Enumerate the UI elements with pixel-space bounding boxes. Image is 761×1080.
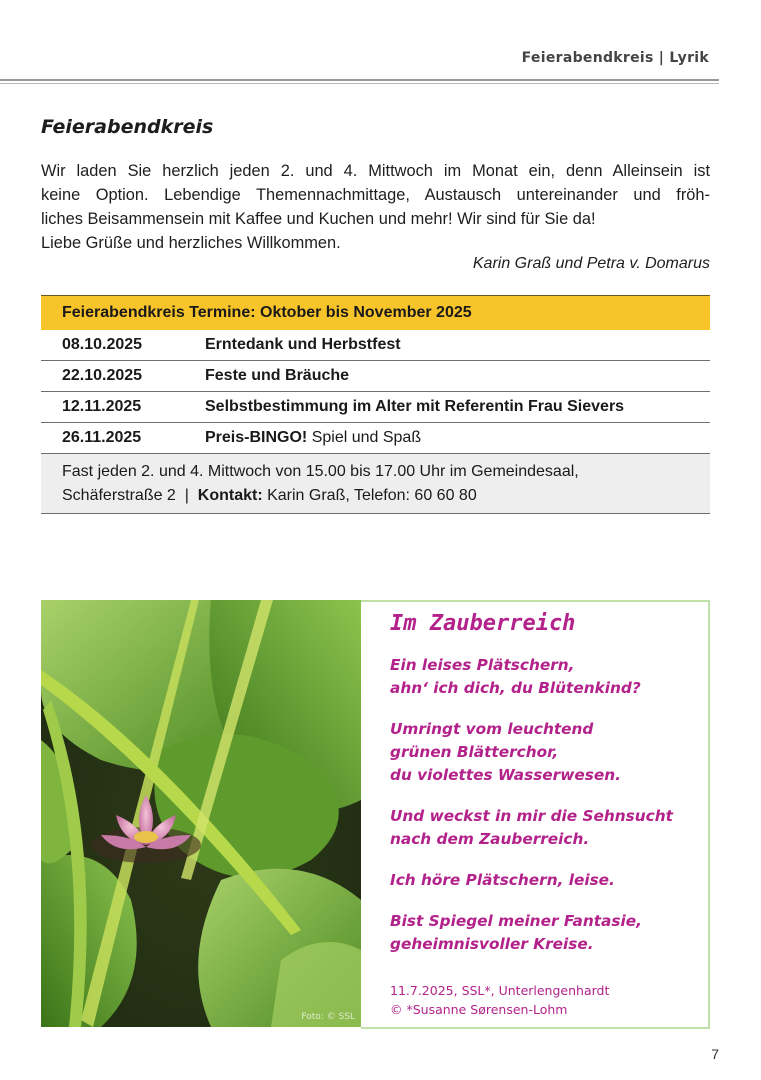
- poem-line: du violettes Wasserwesen.: [390, 766, 621, 784]
- row-event: Preis-BINGO!: [205, 429, 308, 446]
- dates-table: [41, 295, 710, 514]
- intro-text: [41, 159, 710, 255]
- poem-line: grünen Blätterchor,: [390, 743, 559, 761]
- poem-line: Ein leises Plätschern,: [390, 656, 575, 674]
- water-lily-photo: [41, 600, 361, 1027]
- photo-credit: Foto: © SSL: [301, 1012, 355, 1022]
- header-rule-thin: [0, 83, 719, 84]
- poem-text: [390, 654, 700, 974]
- poem-date: 11.7.2025, SSL*, Unterlengenhardt: [390, 983, 610, 998]
- intro-line: Liebe Grüße und herzliches Willkommen.: [41, 234, 341, 252]
- poem-meta: [390, 981, 609, 1019]
- row-date: 08.10.2025: [62, 336, 143, 353]
- poem-stanza: [390, 910, 700, 956]
- footer-contact-label: Kontakt:: [197, 487, 263, 504]
- poem-line: Umringt vom leuchtend: [390, 720, 594, 738]
- header-rule: [0, 79, 719, 81]
- footer-line: Fast jeden 2. und 4. Mittwoch von 15.00 bis 17.00 Uhr im Gemeindesaal,: [62, 463, 579, 480]
- poem-line: Bist Spiegel meiner Fantasie,: [390, 912, 642, 930]
- row-event: Erntedank und Herbstfest: [205, 336, 401, 353]
- row-date: 22.10.2025: [62, 367, 143, 384]
- row-event-wrap: [205, 423, 421, 453]
- row-event: Feste und Bräuche: [205, 367, 350, 384]
- photo-illustration: [41, 600, 361, 1027]
- poem-author: © *Susanne Sørensen-Lohm: [390, 1002, 568, 1017]
- poem-stanza: [390, 869, 700, 892]
- table-row: [41, 361, 710, 392]
- poem-line: Und weckst in mir die Sehnsucht: [390, 807, 673, 825]
- page-number: 7: [711, 1046, 719, 1062]
- poem-line: nach dem Zauberreich.: [390, 830, 590, 848]
- row-date: 12.11.2025: [62, 398, 142, 415]
- table-header: Feierabendkreis Termine: Oktober bis November 2025: [41, 295, 710, 330]
- table-footer: [41, 454, 710, 514]
- poem-title: Im Zauberreich: [390, 611, 576, 636]
- row-date: 26.11.2025: [62, 429, 142, 446]
- footer-address: Schäferstraße 2 |: [62, 487, 198, 504]
- row-event-extra: Spiel und Spaß: [307, 429, 422, 446]
- poem-line: Ich höre Plätschern, leise.: [390, 871, 615, 889]
- poem-stanza: [390, 654, 700, 700]
- signature: Karin Graß und Petra v. Domarus: [472, 255, 710, 272]
- poem-line: ahn‘ ich dich, du Blütenkind?: [390, 679, 641, 697]
- footer-contact: Karin Graß, Telefon: 60 60 80: [262, 487, 477, 504]
- intro-line: liches Beisammensein mit Kaffee und Kuchen und mehr! Wir sind für Sie da!: [41, 210, 596, 228]
- table-row: [41, 330, 710, 361]
- section-title: Feierabendkreis: [41, 116, 214, 138]
- poem-stanza: [390, 718, 700, 787]
- poem-stanza: [390, 805, 700, 851]
- running-header: Feierabendkreis | Lyrik: [521, 50, 709, 66]
- footer-contact-line: [62, 484, 698, 508]
- intro-line: keine Option. Lebendige Themennachmittage, Austausch untereinander und fröh-: [41, 186, 710, 204]
- table-row: [41, 392, 710, 423]
- row-event: Selbstbestimmung im Alter mit Referentin Frau Sievers: [205, 398, 625, 415]
- intro-line: Wir laden Sie herzlich jeden 2. und 4. Mittwoch im Monat ein, denn Alleinsein ist: [41, 162, 710, 180]
- poem-line: geheimnisvoller Kreise.: [390, 935, 594, 953]
- table-row: [41, 423, 710, 454]
